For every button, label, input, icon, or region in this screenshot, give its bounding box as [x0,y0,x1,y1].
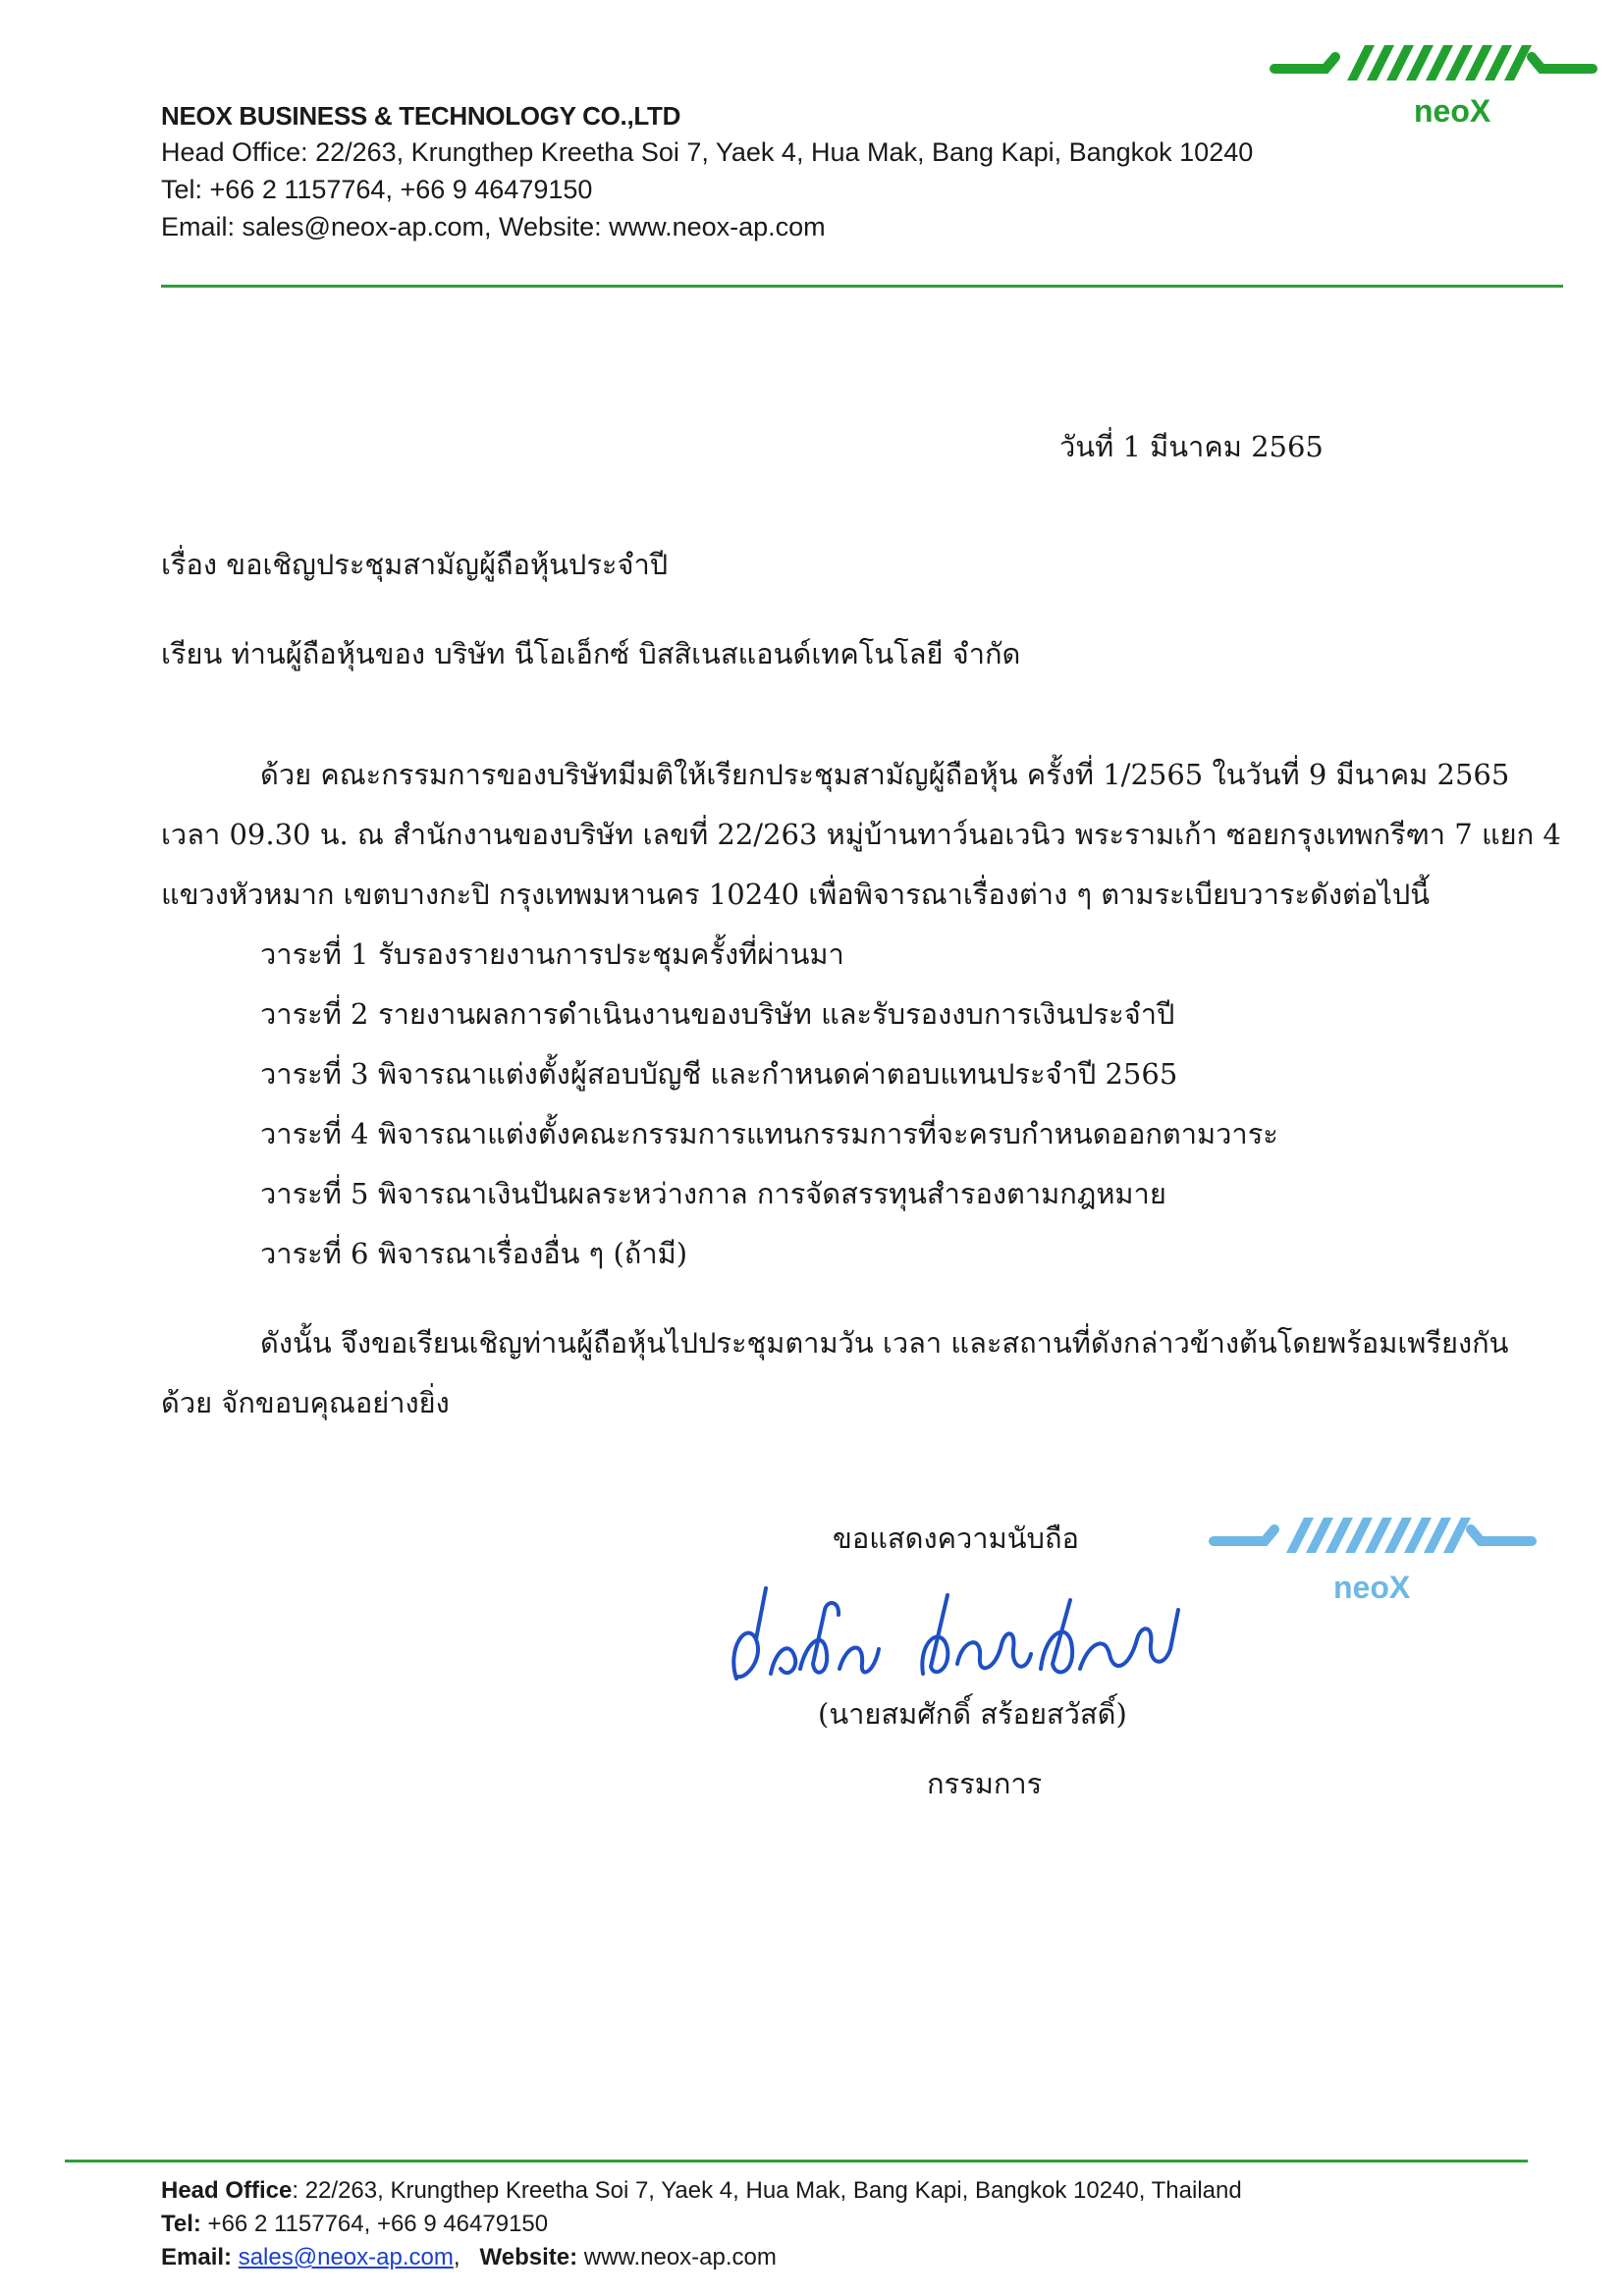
letterhead-email-website: Email: sales@neox-ap.com, Website: www.neox-ap.com [161,212,826,241]
agenda-item [260,997,1175,1031]
letter-recipient: เรียน ท่านผู้ถือหุ้นของ บริษัท นีโอเอ็กซ์ บิสสิเนสแอนด์เทคโนโลยี จำกัด [161,637,1021,670]
footer-email-link[interactable]: sales@neox-ap.com [238,2244,454,2270]
footer-tel-label: Tel: [161,2211,201,2237]
neox-logo [1267,39,1600,137]
company-stamp [1206,1510,1540,1608]
agenda-number: วาระที่ 1 [260,937,369,971]
logo-text: neoX [1414,93,1491,129]
footer-address [161,2177,1242,2205]
agenda-text: รับรองรายงานการประชุมครั้งที่ผ่านมา [378,937,844,971]
agenda-item [260,1057,1178,1091]
company-name: NEOX BUSINESS & TECHNOLOGY CO.,LTD [161,101,681,131]
agenda-number: วาระที่ 2 [260,997,369,1031]
agenda-number: วาระที่ 5 [260,1177,369,1210]
letter-subject: เรื่อง ขอเชิญประชุมสามัญผู้ถือหุ้นประจำปี [161,548,669,581]
signer-name: (นายสมศักดิ์ สร้อยสวัสดิ์) [818,1697,1127,1731]
agenda-number: วาระที่ 3 [260,1057,369,1091]
footer-email-label: Email: [161,2244,233,2270]
letterhead-tel: Tel: +66 2 1157764, +66 9 46479150 [161,175,593,204]
agenda-item [260,937,844,971]
agenda-text: พิจารณาเงินปันผลระหว่างกาล การจัดสรรทุนสำรองตามกฎหมาย [378,1177,1166,1210]
stamp-text: neoX [1333,1570,1411,1605]
footer-divider [65,2160,1528,2163]
agenda-item [260,1237,688,1270]
letter-date: วันที่ 1 มีนาคม 2565 [1059,430,1324,463]
paragraph-2-line-1: ดังนั้น จึงขอเรียนเชิญท่านผู้ถือหุ้นไปประชุมตามวัน เวลา และสถานที่ดังกล่าวข้างต้นโดยพร้อมเพรียงกัน [260,1326,1509,1360]
agenda-text: พิจารณาแต่งตั้งคณะกรรมการแทนกรรมการที่จะครบกำหนดออกตามวาระ [378,1117,1278,1150]
footer-office-text: : 22/263, Krungthep Kreetha Soi 7, Yaek 4, Hua Mak, Bang Kapi, Bangkok 10240, Thailand [292,2177,1242,2204]
agenda-number: วาระที่ 6 [260,1237,369,1270]
header-divider [161,285,1563,288]
signer-role: กรรมการ [927,1767,1043,1800]
paragraph-1-line-1: ด้วย คณะกรรมการของบริษัทมีมติให้เรียกประชุมสามัญผู้ถือหุ้น ครั้งที่ 1/2565 ในวันที่ 9 มีนาคม 2565 [260,758,1510,791]
closing-phrase: ขอแสดงความนับถือ [833,1522,1079,1555]
footer-website: www.neox-ap.com [583,2244,777,2270]
footer-tel-text: +66 2 1157764, +66 9 46479150 [200,2211,549,2237]
footer-email-website [161,2244,777,2271]
letterhead-address: Head Office: 22/263, Krungthep Kreetha Soi 7, Yaek 4, Hua Mak, Bang Kapi, Bangkok 10240 [161,137,1254,167]
footer-website-label: Website: [479,2244,578,2270]
paragraph-1-line-2: เวลา 09.30 น. ณ สำนักงานของบริษัท เลขที่ 22/263 หมู่บ้านทาว์นอเวนิว พระรามเก้า ซอยกรุงเทพกรีฑา 7 แยก 4 [161,818,1561,851]
agenda-text: รายงานผลการดำเนินงานของบริษัท และรับรองงบการเงินประจำปี [378,997,1175,1031]
agenda-item [260,1117,1278,1150]
agenda-text: พิจารณาแต่งตั้งผู้สอบบัญชี และกำหนดค่าตอบแทนประจำปี 2565 [378,1057,1178,1091]
agenda-number: วาระที่ 4 [260,1117,369,1150]
footer-tel [161,2211,548,2238]
paragraph-1-line-3: แขวงหัวหมาก เขตบางกะปิ กรุงเทพมหานคร 10240 เพื่อพิจารณาเรื่องต่าง ๆ ตามระเบียบวาระดังต่อไปนี้ [161,878,1431,911]
footer-separator: , [453,2244,460,2270]
agenda-item [260,1177,1166,1210]
footer-office-label: Head Office [161,2177,293,2204]
handwritten-signature [717,1571,1188,1698]
paragraph-2-line-2: ด้วย จักขอบคุณอย่างยิ่ง [161,1386,450,1419]
agenda-text: พิจารณาเรื่องอื่น ๆ (ถ้ามี) [378,1237,688,1270]
